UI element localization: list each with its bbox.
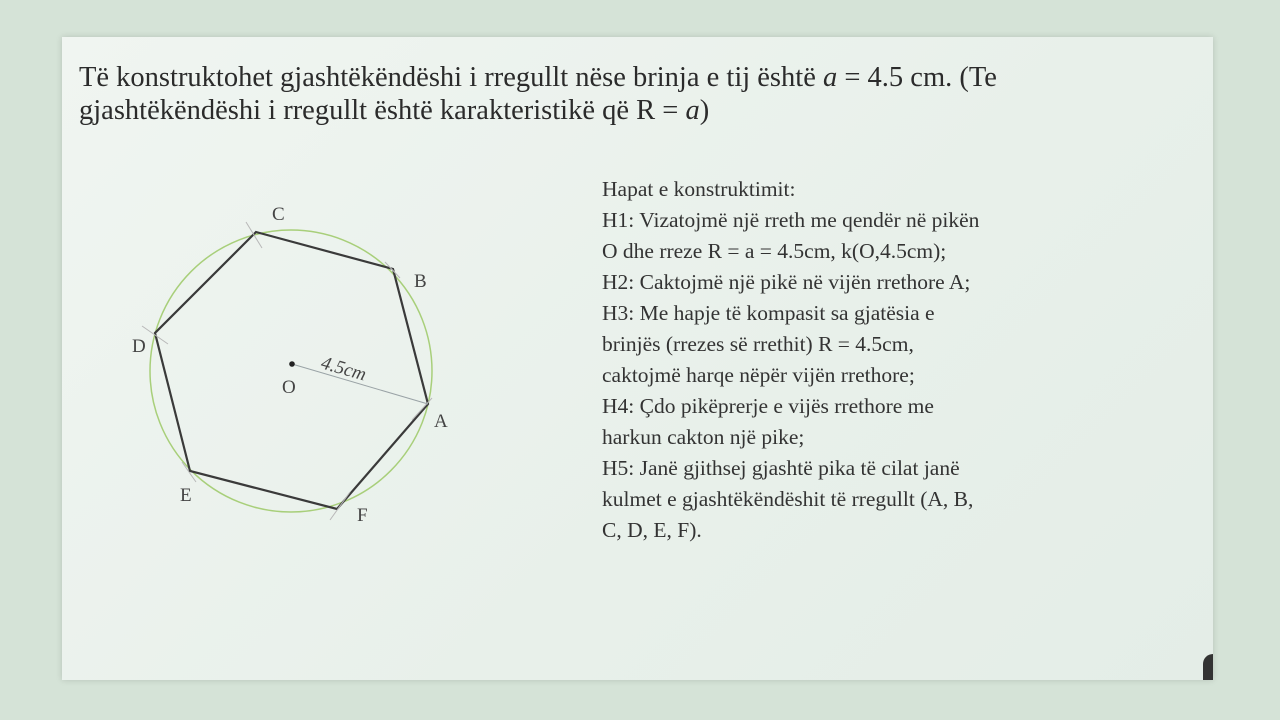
vertex-label-c: C [272,204,285,225]
corner-mark [1203,654,1213,680]
vertex-label-a: A [434,411,448,432]
title-text: gjashtëkëndëshi i rregullt është karakteristikë që R = [79,95,686,126]
radius-label: 4.5cm [318,352,369,386]
vertex-label-e: E [180,485,192,506]
vertex-label-f: F [357,505,368,526]
step-line: H1: Vizatojmë një rreth me qendër në pikën [602,208,980,232]
center-point [289,361,295,367]
step-line: H4: Çdo pikëprerje e vijës rrethore me [602,394,934,418]
circumscribed-circle [150,230,432,512]
step-line: caktojmë harqe nëpër vijën rrethore; [602,363,915,387]
steps-heading: Hapat e konstruktimit: [602,177,796,201]
slide [62,37,1213,680]
title-variable: a [685,95,700,126]
step-line: brinjës (rrezes së rrethit) R = 4.5cm, [602,332,914,356]
step-line: O dhe rreze R = a = 4.5cm, k(O,4.5cm); [602,239,947,263]
title-text: ) [699,95,710,126]
title-text: = 4.5 cm. (Te [837,62,997,93]
vertex-label-b: B [414,271,427,292]
hexagon [155,232,428,509]
step-line: H3: Me hapje të kompasit sa gjatësia e [602,301,935,325]
title-variable: a [822,62,838,93]
title-text: Të konstruktohet gjashtëkëndëshi i rregullt nëse brinja e tij është [79,62,823,93]
step-line: H2: Caktojmë një pikë në vijën rrethore A; [602,270,971,294]
step-line: harkun cakton një pike; [602,425,805,449]
step-line: H5: Janë gjithsej gjashtë pika të cilat janë [602,456,960,480]
center-label-o: O [282,377,296,398]
step-line: kulmet e gjashtëkëndëshit të rregullt (A, B, [602,487,974,511]
hexagon-figure [62,37,1213,680]
step-line: C, D, E, F). [602,518,702,542]
vertex-label-d: D [132,336,146,357]
